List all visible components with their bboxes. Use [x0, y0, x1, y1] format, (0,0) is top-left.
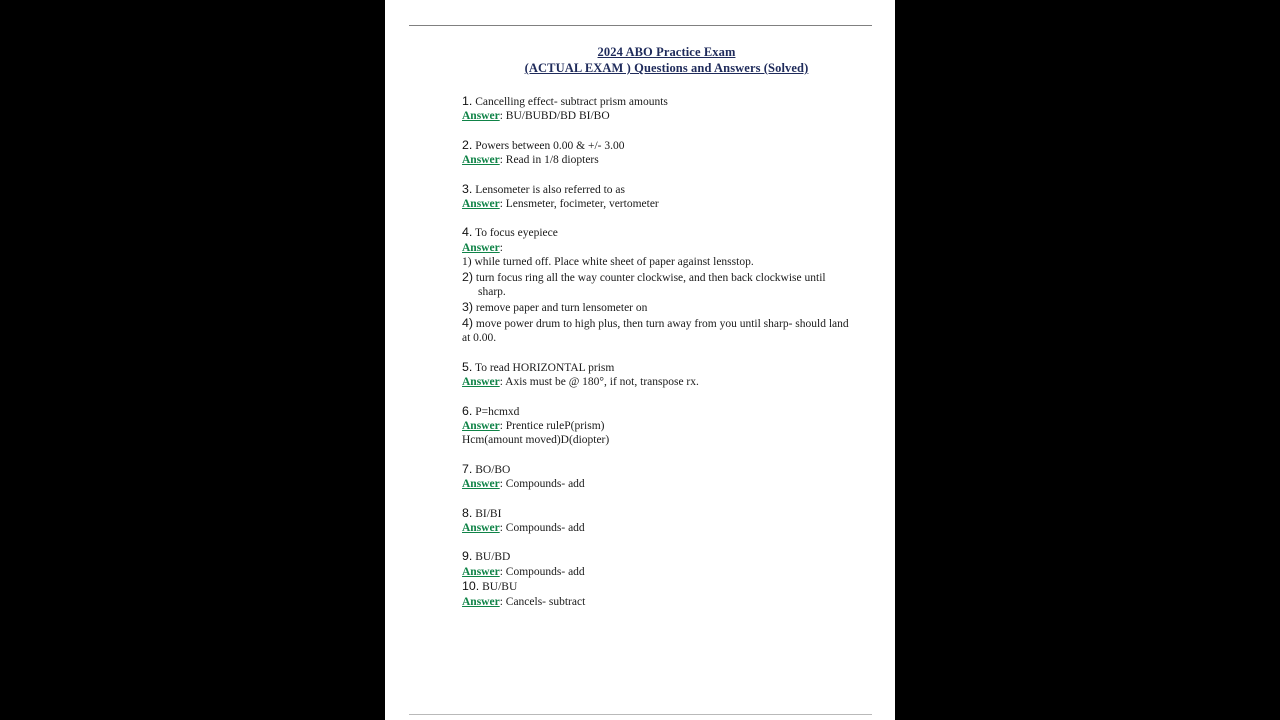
- question-line: [462, 579, 871, 594]
- question-text: To focus eyepiece: [472, 227, 558, 240]
- sub-list-item: [462, 255, 871, 270]
- answer-label: Answer: [462, 595, 500, 608]
- sub-item-continuation: sharp.: [478, 286, 506, 299]
- sub-list-item: [462, 316, 871, 346]
- question-line: [462, 360, 871, 375]
- qa-item: [462, 182, 871, 212]
- answer-text: Read in 1/8 diopters: [502, 154, 599, 167]
- answer-label: Answer: [462, 241, 500, 254]
- question-number: 6.: [462, 403, 473, 418]
- sub-item-text: turn focus ring all the way counter clockwise, and then back clockwise until: [473, 271, 826, 284]
- question-number: 3.: [462, 181, 473, 196]
- answer-line: [462, 109, 871, 123]
- document-page: [385, 0, 895, 720]
- answer-text: Axis must be @ 180°, if not, transpose rx.: [502, 376, 699, 389]
- sub-item-text: while turned off. Place white sheet of paper against lensstop.: [471, 256, 754, 269]
- page-title: [462, 44, 871, 76]
- answer-colon: :: [499, 420, 503, 433]
- qa-item: [462, 579, 871, 609]
- question-number: 9.: [462, 549, 473, 564]
- question-text: BI/BI: [472, 507, 502, 520]
- question-number: 10.: [462, 579, 480, 594]
- answer-colon: :: [499, 478, 503, 491]
- answer-colon: :: [499, 522, 503, 535]
- answer-label: Answer: [462, 522, 500, 535]
- question-line: [462, 138, 871, 153]
- qa-item: [462, 506, 871, 536]
- question-text: BU/BD: [472, 551, 511, 564]
- answer-text: Compounds- add: [502, 565, 585, 578]
- qa-item: [462, 138, 871, 168]
- answer-text: Compounds- add: [502, 522, 585, 535]
- sub-item-marker: 2): [462, 269, 474, 284]
- title-line-1: 2024 ABO Practice Exam: [597, 45, 736, 59]
- sub-item-text: remove paper and turn lensometer on: [473, 302, 648, 315]
- header-rule: [409, 25, 872, 26]
- answer-line: [462, 521, 871, 535]
- answer-text: BU/BUBD/BD BI/BO: [502, 110, 610, 123]
- answer-label: Answer: [462, 110, 500, 123]
- qa-item: [462, 549, 871, 579]
- question-line: [462, 462, 871, 477]
- answer-line: [462, 595, 871, 609]
- document-content: [462, 44, 871, 623]
- answer-label: Answer: [462, 565, 500, 578]
- title-line-2: (ACTUAL EXAM ) Questions and Answers (Solved): [524, 61, 809, 75]
- sub-item-wrap: at 0.00.: [462, 332, 497, 345]
- question-text: To read HORIZONTAL prism: [472, 361, 615, 374]
- sub-item-text: move power drum to high plus, then turn away from you until sharp- should land: [473, 317, 849, 330]
- question-number: 7.: [462, 461, 473, 476]
- sub-item-marker: 3): [462, 300, 474, 315]
- question-number: 2.: [462, 137, 473, 152]
- answer-colon: :: [499, 110, 503, 123]
- footer-rule: [409, 714, 872, 715]
- answer-text: Prentice ruleP(prism): [502, 420, 605, 433]
- answer-label: Answer: [462, 478, 500, 491]
- answer-sub-list: [462, 255, 871, 346]
- question-line: [462, 94, 871, 109]
- question-line: [462, 404, 871, 419]
- answer-label: Answer: [462, 198, 500, 211]
- answer-extra-line: Hcm(amount moved)D(diopter): [462, 434, 610, 447]
- qa-item: [462, 225, 871, 345]
- answer-text: Cancels- subtract: [502, 595, 586, 608]
- answer-label: Answer: [462, 420, 500, 433]
- qa-item: [462, 404, 871, 448]
- question-text: BO/BO: [472, 463, 511, 476]
- answer-colon: :: [499, 595, 503, 608]
- sub-list-item: [462, 300, 871, 316]
- answer-line: [462, 241, 871, 255]
- qa-item: [462, 94, 871, 124]
- answer-colon: :: [499, 198, 503, 211]
- question-number: 1.: [462, 94, 473, 108]
- answer-text: Compounds- add: [502, 478, 585, 491]
- question-text: BU/BU: [479, 581, 518, 594]
- answer-colon: :: [499, 241, 503, 254]
- answer-line: [462, 197, 871, 211]
- sub-item-marker: 1): [462, 256, 472, 269]
- question-line: [462, 506, 871, 521]
- question-text: Powers between 0.00 & +/- 3.00: [472, 139, 625, 152]
- sub-list-item: [462, 270, 871, 300]
- question-line: [462, 549, 871, 564]
- qa-list: [462, 94, 871, 609]
- answer-line: [462, 153, 871, 167]
- question-text: Cancelling effect- subtract prism amounts: [472, 96, 668, 108]
- question-number: 8.: [462, 505, 473, 520]
- answer-line: [462, 565, 871, 579]
- qa-item: [462, 360, 871, 390]
- question-number: 5.: [462, 359, 473, 374]
- answer-label: Answer: [462, 376, 500, 389]
- answer-colon: :: [499, 376, 503, 389]
- question-text: P=hcmxd: [472, 405, 520, 418]
- sub-item-marker: 4): [462, 315, 474, 330]
- qa-item: [462, 462, 871, 492]
- question-text: Lensometer is also referred to as: [472, 183, 625, 196]
- answer-line: [462, 375, 871, 389]
- answer-line: [462, 477, 871, 491]
- answer-colon: :: [499, 565, 503, 578]
- question-number: 4.: [462, 225, 473, 240]
- answer-colon: :: [499, 154, 503, 167]
- question-line: [462, 225, 871, 240]
- answer-text: Lensmeter, focimeter, vertometer: [502, 198, 659, 211]
- answer-line: [462, 419, 871, 433]
- answer-label: Answer: [462, 154, 500, 167]
- question-line: [462, 182, 871, 197]
